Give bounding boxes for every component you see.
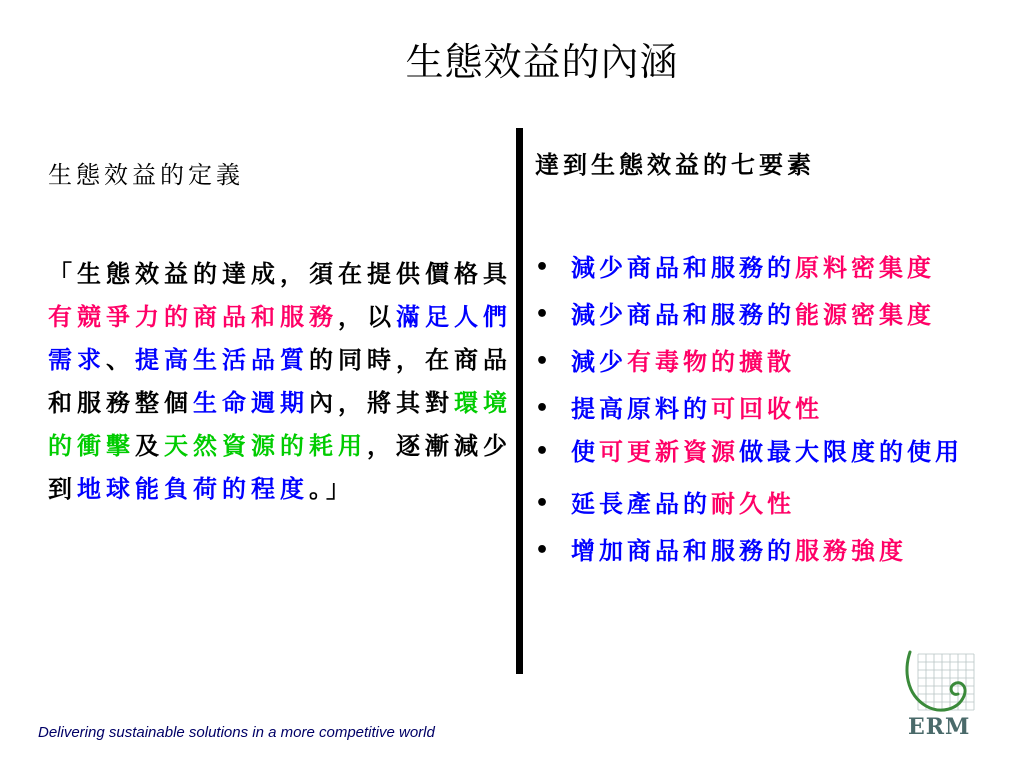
erm-logo-text: ERM <box>908 714 971 740</box>
item-prefix: 減少商品和服務的 <box>571 300 795 329</box>
item-prefix: 減少 <box>571 347 627 376</box>
list-item <box>535 432 1019 472</box>
column-divider <box>516 128 523 674</box>
definition-segment: 「生態效益的達成，須在提供價格具 <box>48 259 512 288</box>
item-prefix: 增加商品和服務的 <box>571 536 795 565</box>
item-highlight: 有毒物的擴散 <box>627 347 795 376</box>
list-item <box>535 527 1019 574</box>
definition-segment: 有競爭力的商品和服務 <box>48 302 338 331</box>
definition-segment: 內，將其對 <box>309 388 454 417</box>
bullet-icon: • <box>535 302 554 327</box>
definition-body <box>48 252 518 510</box>
definition-segment: ，逐漸減少到 <box>48 431 512 503</box>
definition-heading: 生態效益的定義 <box>48 161 244 189</box>
definition-segment: 滿足人們需求 <box>48 302 512 374</box>
item-highlight: 耐久性 <box>711 489 795 518</box>
item-prefix: 延長產品的 <box>571 489 711 518</box>
slide-title: 生態效益的內涵 <box>405 40 679 84</box>
bullet-icon: • <box>535 255 554 280</box>
item-highlight: 能源密集度 <box>795 300 935 329</box>
bullet-icon: • <box>535 538 554 563</box>
footer-tagline: Delivering sustainable solutions in a more competitive world <box>38 724 435 741</box>
definition-segment: 地球能負荷的程度 <box>77 474 309 503</box>
bullet-icon: • <box>535 396 554 421</box>
seven-elements-list <box>535 244 1019 574</box>
item-prefix: 減少商品和服務的 <box>571 253 795 282</box>
definition-segment: 、 <box>106 345 135 374</box>
item-highlight: 可更新資源 <box>599 437 739 466</box>
definition-segment: 。」 <box>309 474 355 503</box>
item-prefix: 使 <box>571 437 599 466</box>
list-item <box>535 244 1019 291</box>
seven-elements-heading: 達到生態效益的七要素 <box>535 150 815 179</box>
list-item <box>535 385 1019 432</box>
definition-segment: ，以 <box>338 302 396 331</box>
list-item <box>535 338 1019 385</box>
list-item <box>535 480 1019 527</box>
item-highlight: 可回收性 <box>711 394 823 423</box>
definition-segment: 天然資源的耗用 <box>164 431 367 460</box>
definition-segment: 的同時，在商品和服務整個 <box>48 345 512 417</box>
definition-segment: 提高生活品質 <box>135 345 309 374</box>
bullet-icon: • <box>535 439 554 464</box>
bullet-icon: • <box>535 491 554 516</box>
item-prefix: 提高原料的 <box>571 394 711 423</box>
bullet-icon: • <box>535 349 554 374</box>
definition-segment: 環境的衝擊 <box>48 388 512 460</box>
list-item <box>535 291 1019 338</box>
item-suffix: 做最大限度的使用 <box>739 437 963 466</box>
definition-segment: 生命週期 <box>193 388 309 417</box>
item-highlight: 原料密集度 <box>795 253 935 282</box>
definition-segment: 及 <box>135 431 164 460</box>
item-highlight: 服務強度 <box>795 536 907 565</box>
